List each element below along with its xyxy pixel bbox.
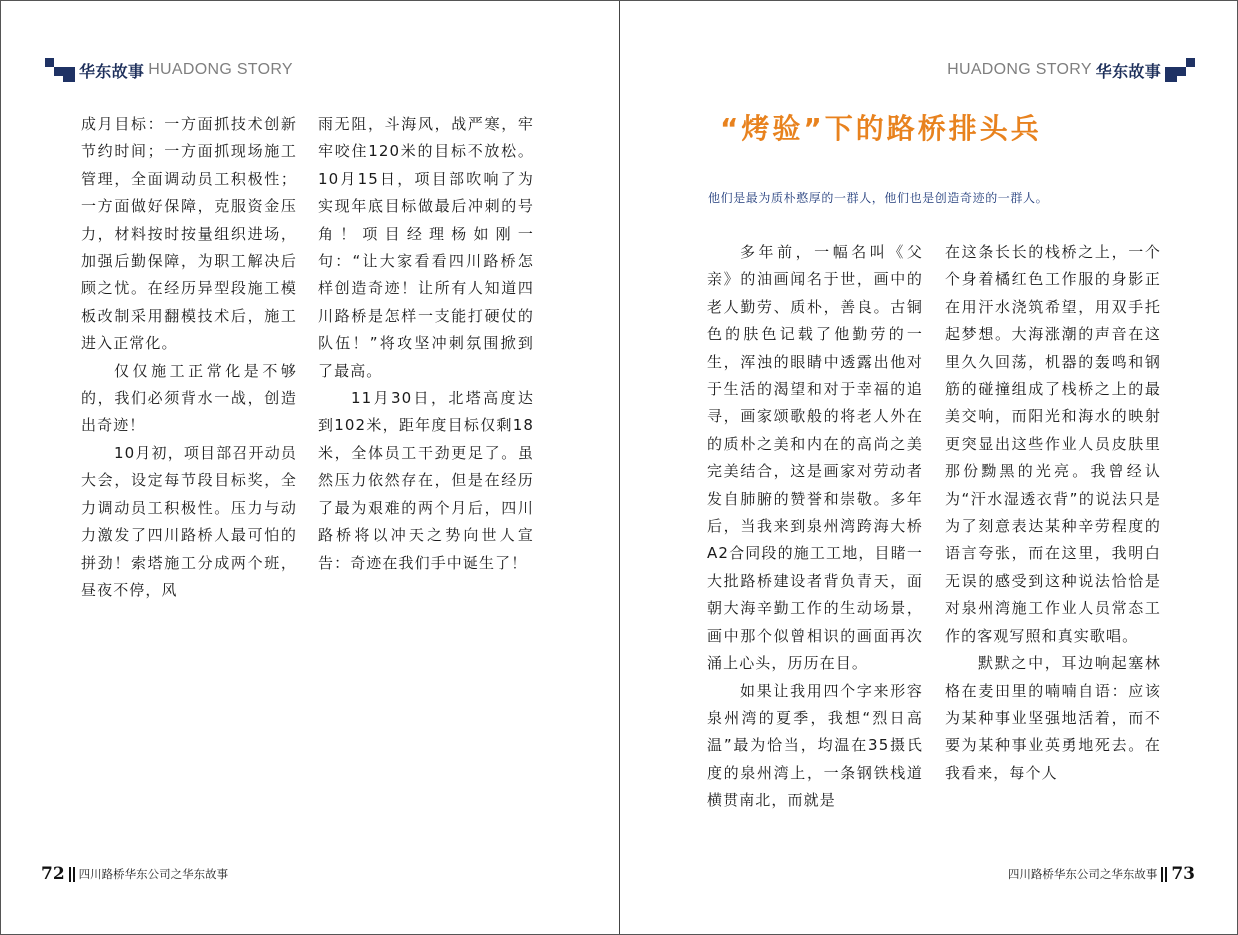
text-column-1 — [81, 111, 297, 604]
paragraph: 10月初，项目部召开动员大会，设定每节段目标奖，全力调动员工积极性。压力与动力激发了四川路桥人最可怕的拼劲！索塔施工分成两个班，昼夜不停，风 — [81, 443, 297, 599]
brand-squares-logo — [1165, 58, 1195, 82]
paragraph: 多年前，一幅名叫《父亲》的油画闻名于世，画中的老人勤劳、质朴，善良。古铜色的肤色记载了他勤劳的一生，浑浊的眼睛中透露出他对于生活的渴望和对于幸福的追寻，画家颂歌般的将老人外在的质朴之美和内在的高尚之美完美结合，这是画家对劳动者发自肺腑的赞誉和崇敬。多年后，当我来到泉州湾跨海大桥A2合同段的施工工地，目睹一大批路桥建设者背负青天，面朝大海辛勤工作的生动场景，画中那个似曾相识的画面再次涌上心头，历历在目。 — [707, 243, 923, 673]
brand-squares-logo — [45, 58, 75, 82]
header-title-en: HUADONG STORY — [947, 61, 1092, 78]
text-column-2 — [318, 111, 534, 577]
right-page — [620, 1, 1237, 934]
article-title: “烤验”下的路桥排头兵 — [720, 112, 1042, 145]
footer-text: 四川路桥华东公司之华东故事 — [78, 867, 229, 881]
paragraph: 11月30日，北塔高度达到102米，距年度目标仅剩18米，全体员工干劲更足了。虽然压力依然存在，但是在经历了最为艰难的两个月后，四川路桥将以冲天之势向世人宣告：奇迹在我们手中诞生了！ — [318, 389, 534, 572]
text-column-2 — [945, 239, 1161, 787]
footer-divider-icon — [68, 867, 76, 882]
paragraph: 成月目标：一方面抓技术创新节约时间；一方面抓现场施工管理，全面调动员工积极性；一方面做好保障，克服资金压力，材料按时按量组织进场，加强后勤保障，为职工解决后顾之忧。在经历异型段施工模板改制采用翻模技术后，施工进入正常化。 — [81, 115, 297, 353]
footer-divider-icon — [1160, 867, 1168, 882]
article-subtitle: 他们是最为质朴憨厚的一群人，他们也是创造奇迹的一群人。 — [708, 191, 1049, 205]
header-title-en: HUADONG STORY — [148, 61, 293, 78]
page-number: 72 — [41, 864, 65, 884]
page-footer — [41, 863, 228, 885]
paragraph: 在这条长长的栈桥之上，一个个身着橘红色工作服的身影正在用汗水浇筑希望，用双手托起梦想。大海涨潮的声音在这里久久回荡，机器的轰鸣和钢筋的碰撞组成了栈桥之上的最美交响，而阳光和海水的映射更突显出这些作业人员皮肤里那份黝黑的光亮。我曾经认为“汗水湿透衣背”的说法只是为了刻意表达某种辛劳程度的语言夸张，而在这里，我明白无误的感受到这种说法恰恰是对泉州湾施工作业人员常态工作的客观写照和真实歌唱。 — [945, 243, 1161, 645]
footer-text: 四川路桥华东公司之华东故事 — [1007, 867, 1158, 881]
paragraph: 如果让我用四个字来形容泉州湾的夏季，我想“烈日高温”最为恰当，均温在35摄氏度的泉州湾上，一条钢铁栈道横贯南北，而就是 — [707, 681, 923, 810]
page-header — [943, 57, 1195, 83]
paragraph: 仅仅施工正常化是不够的，我们必须背水一战，创造出奇迹！ — [81, 361, 297, 435]
paragraph: 默默之中，耳边响起塞林格在麦田里的喃喃自语：应该为某种事业坚强地活着，而不要为某种事业英勇地死去。在我看来，每个人 — [945, 654, 1161, 782]
text-column-1 — [707, 239, 923, 815]
paragraph: 雨无阻，斗海风，战严寒，牢牢咬住120米的目标不放松。10月15日，项目部吹响了为实现年底目标做最后冲刺的号角！项目经理杨如刚一句：“让大家看看四川路桥怎样创造奇迹！让所有人知道四川路桥是怎样一支能打硬仗的队伍！”将攻坚冲刺氛围掀到了最高。 — [318, 115, 534, 380]
page-number: 73 — [1171, 864, 1195, 884]
left-page — [1, 1, 619, 934]
page-header — [45, 57, 297, 83]
header-title-cn: 华东故事 — [79, 61, 145, 81]
header-title-cn: 华东故事 — [1095, 61, 1161, 81]
page-footer — [1008, 863, 1195, 885]
